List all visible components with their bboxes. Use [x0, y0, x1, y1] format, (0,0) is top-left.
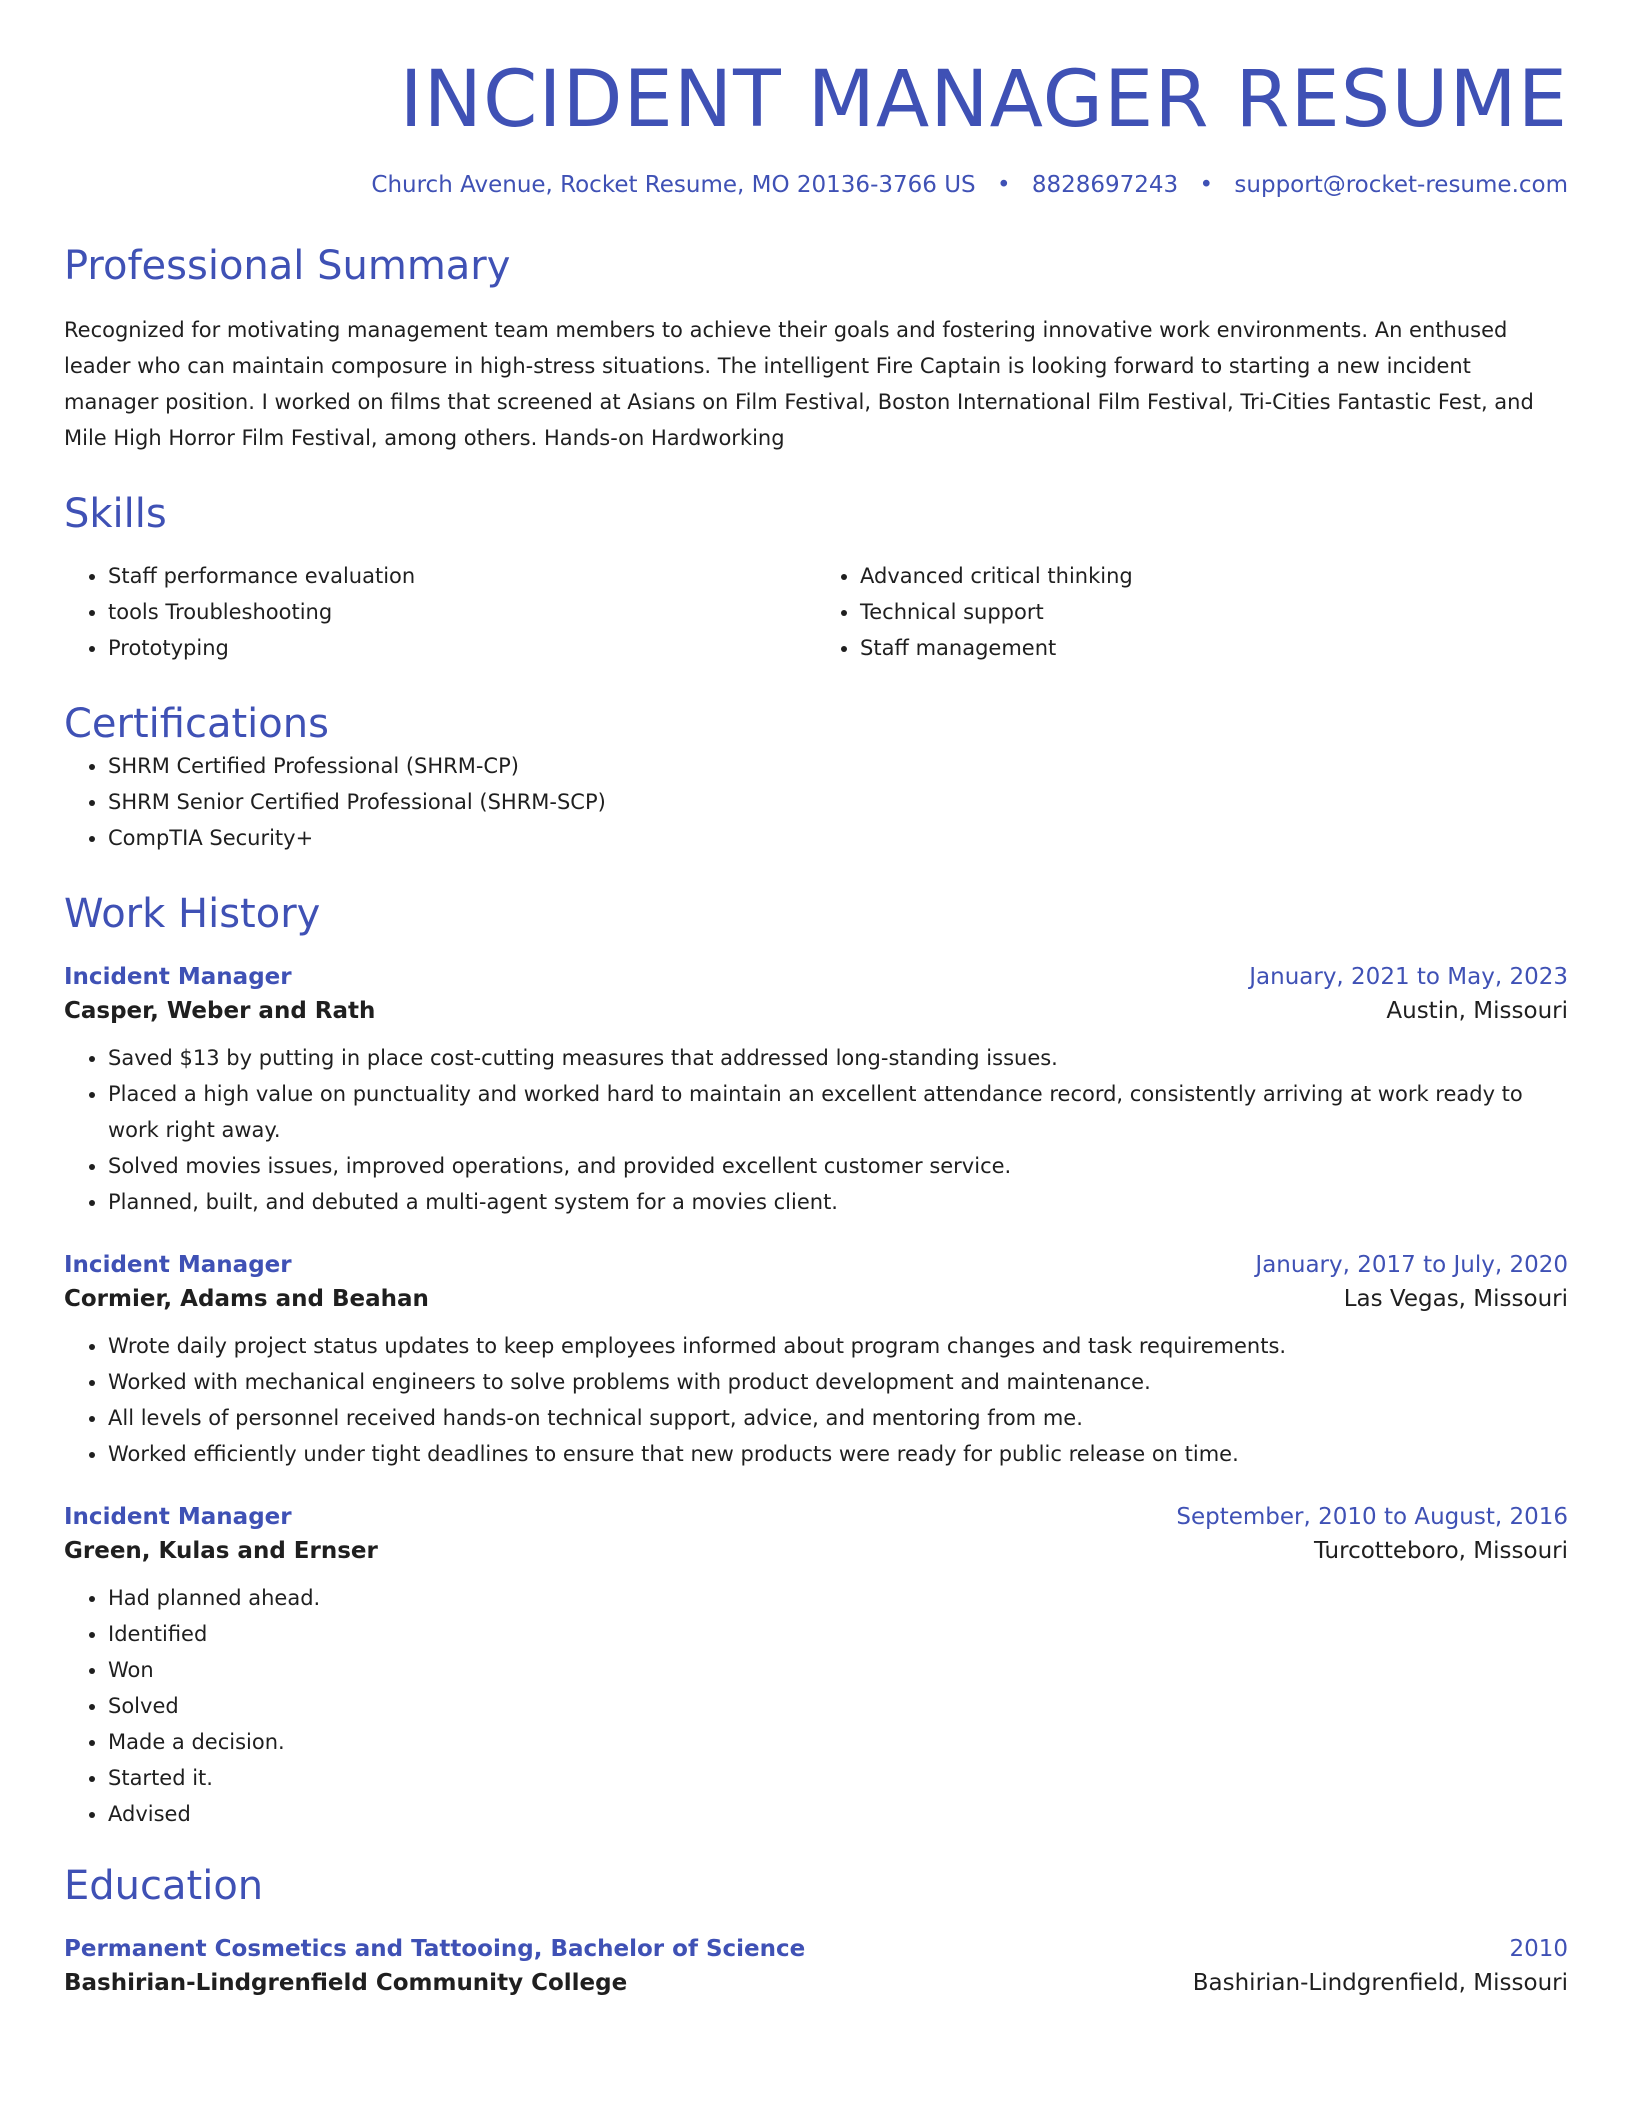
contact-phone: 8828697243	[1031, 171, 1179, 198]
education-school-row	[64, 1970, 1568, 1996]
contact-address: Church Avenue, Rocket Resume, MO 20136-3766 US	[371, 171, 976, 198]
job-entry	[64, 964, 1568, 1220]
job-bullet: • Solved	[108, 1688, 1568, 1724]
summary-heading: Professional Summary	[64, 242, 511, 289]
certification-item: • CompTIA Security+	[108, 820, 1568, 856]
skill-item: • Technical support	[860, 594, 1568, 630]
job-header-row	[64, 964, 1568, 990]
job-entry	[64, 1504, 1568, 1832]
skill-item: • Staff management	[860, 630, 1568, 666]
education-entry	[64, 1936, 1568, 1996]
job-title: Incident Manager	[64, 963, 292, 990]
job-title: Incident Manager	[64, 1251, 292, 1278]
job-bullet: • Placed a high value on punctuality and worked hard to maintain an excellent attendance record, consistently arriving at work ready to work right away.	[108, 1076, 1568, 1148]
work-history-heading: Work History	[64, 890, 321, 937]
job-bullet: • Wrote daily project status updates to keep employees informed about program changes and task requirements.	[108, 1328, 1568, 1364]
education-school: Bashirian-Lindgrenfield Community College	[64, 1969, 628, 1996]
job-entry	[64, 1252, 1568, 1472]
job-bullets	[64, 1328, 1568, 1472]
skill-item: • tools Troubleshooting	[108, 594, 816, 630]
job-bullet: • Saved $13 by putting in place cost-cutting measures that addressed long-standing issues.	[108, 1040, 1568, 1076]
education-degree: Permanent Cosmetics and Tattooing, Bachelor of Science	[64, 1935, 806, 1962]
job-location: Turcotteboro, Missouri	[1314, 1537, 1568, 1564]
education-header-row	[64, 1936, 1568, 1962]
job-bullet: • Planned, built, and debuted a multi-agent system for a movies client.	[108, 1184, 1568, 1220]
certification-item: • SHRM Senior Certified Professional (SHRM-SCP)	[108, 784, 1568, 820]
job-dates: September, 2010 to August, 2016	[1176, 1503, 1568, 1530]
summary-text: Recognized for motivating management team members to achieve their goals and fostering innovative work environments. An enthused leader who can maintain composure in high-stress situations. The intelligent Fire Captain is looking forward to starting a new incident manager position. I worked on films that screened at Asians on Film Festival, Boston International Film Festival, Tri-Cities Fantastic Fest, and Mile High Horror Film Festival, among others. Hands-on Hardworking	[64, 317, 1534, 450]
job-dates: January, 2021 to May, 2023	[1249, 963, 1568, 990]
job-header-row	[64, 1504, 1568, 1530]
contact-separator: •	[1199, 171, 1214, 198]
education-location: Bashirian-Lindgrenfield, Missouri	[1192, 1969, 1568, 1996]
job-bullet: • Worked with mechanical engineers to solve problems with product development and maintenance.	[108, 1364, 1568, 1400]
certifications-list	[64, 748, 1568, 856]
job-bullets	[64, 1040, 1568, 1220]
job-bullet: • Started it.	[108, 1760, 1568, 1796]
job-title: Incident Manager	[64, 1503, 292, 1530]
job-bullet: • Made a decision.	[108, 1724, 1568, 1760]
job-bullet: • Identified	[108, 1616, 1568, 1652]
job-bullet: • Advised	[108, 1796, 1568, 1832]
skills-grid	[64, 558, 1568, 666]
job-bullet: • All levels of personnel received hands-on technical support, advice, and mentoring from me.	[108, 1400, 1568, 1436]
job-company: Casper, Weber and Rath	[64, 997, 376, 1024]
job-bullet: • Had planned ahead.	[108, 1580, 1568, 1616]
job-header-row	[64, 1252, 1568, 1278]
education-year: 2010	[1509, 1935, 1568, 1962]
job-location: Las Vegas, Missouri	[1343, 1285, 1568, 1312]
skill-item: • Staff performance evaluation	[108, 558, 816, 594]
skills-list-right	[816, 558, 1568, 666]
skills-heading: Skills	[64, 490, 167, 537]
skills-list-left	[64, 558, 816, 666]
job-company-row	[64, 998, 1568, 1024]
certification-item: • SHRM Certified Professional (SHRM-CP)	[108, 748, 1568, 784]
skill-item: • Advanced critical thinking	[860, 558, 1568, 594]
job-dates: January, 2017 to July, 2020	[1255, 1251, 1568, 1278]
resume-header	[64, 55, 1568, 198]
job-company: Green, Kulas and Ernser	[64, 1537, 378, 1564]
job-company-row	[64, 1286, 1568, 1312]
job-bullet: • Worked efficiently under tight deadlines to ensure that new products were ready for public release on time.	[108, 1436, 1568, 1472]
contact-line	[64, 172, 1568, 198]
contact-separator: •	[996, 171, 1011, 198]
resume-title: INCIDENT MANAGER RESUME	[399, 55, 1568, 145]
certifications-heading: Certifications	[64, 700, 329, 747]
job-bullets	[64, 1580, 1568, 1832]
job-company: Cormier, Adams and Beahan	[64, 1285, 429, 1312]
skill-item: • Prototyping	[108, 630, 816, 666]
job-bullet: • Solved movies issues, improved operations, and provided excellent customer service.	[108, 1148, 1568, 1184]
contact-email: support@rocket-resume.com	[1234, 171, 1568, 198]
education-heading: Education	[64, 1862, 264, 1909]
job-company-row	[64, 1538, 1568, 1564]
job-bullet: • Won	[108, 1652, 1568, 1688]
job-location: Austin, Missouri	[1386, 997, 1568, 1024]
